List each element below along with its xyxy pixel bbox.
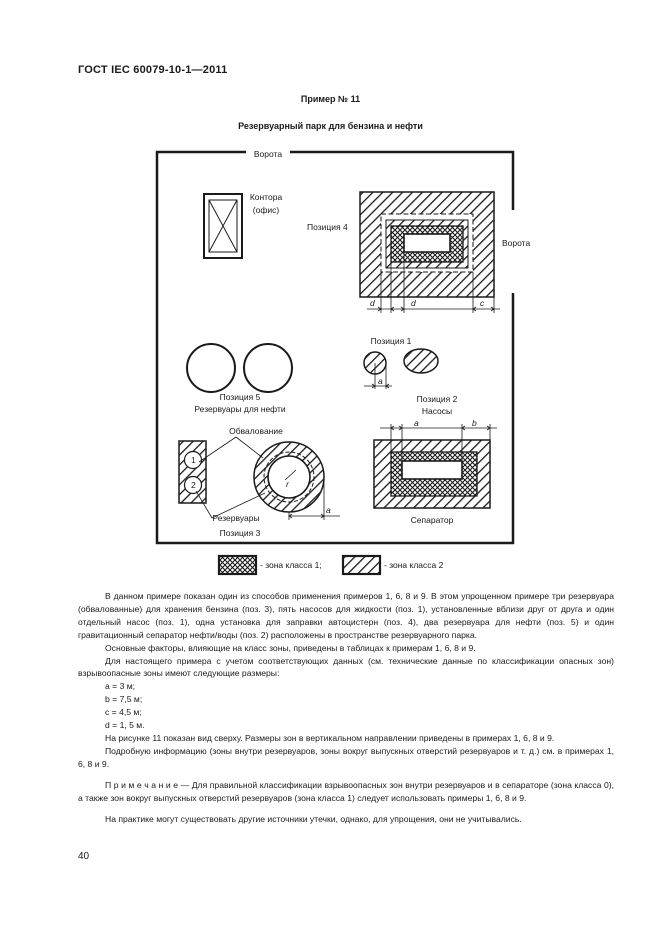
pos4-dim-d-left: d — [370, 298, 375, 308]
pos4-dim-c: c — [480, 298, 485, 308]
tank-1-label: 1 — [191, 455, 196, 465]
paragraph-2: Основные факторы, влияющие на класс зоны, приведены в таблицах к примерам 1, 6, 8 и 9. — [105, 642, 476, 653]
office-label-1: Контора — [249, 192, 283, 202]
bund-label: Обвалование — [229, 426, 283, 436]
example-subtitle: Резервуарный парк для бензина и нефти — [238, 121, 423, 131]
legend-zone1: - зона класса 1; — [260, 560, 322, 570]
tank-2-label: 2 — [191, 480, 196, 490]
tanks-label: Резервуары — [212, 513, 260, 523]
pos3-label: Позиция 3 — [219, 528, 261, 538]
paragraph-3: Для настоящего примера с учетом соответствующих данных (см. технические данные по классификации опасных зон) взрывоопасные зоны имеют следующие размеры: — [78, 655, 614, 679]
pos4-label: Позиция 4 — [307, 222, 348, 232]
pos3-dim-a: a — [326, 505, 331, 515]
office-label-2: (офис) — [252, 205, 280, 215]
separator-label: Сепаратор — [410, 515, 454, 525]
position-5-oil-tanks — [187, 344, 292, 392]
dim-d: d = 1, 5 м. — [105, 720, 145, 731]
pos2-dim-b: b — [472, 418, 477, 428]
example-title: Пример № 11 — [300, 94, 361, 104]
gate-right-label: Ворота — [502, 238, 531, 248]
pos2-label-1: Позиция 2 — [416, 394, 458, 404]
pos1-dim-a: a — [378, 376, 383, 386]
note — [78, 779, 614, 805]
legend-zone2: - зона класса 2 — [384, 560, 444, 570]
gate-top-label: Ворота — [253, 149, 283, 159]
pos1-label: Позиция 1 — [370, 336, 412, 346]
pos4-dim-d-right: d — [411, 298, 416, 308]
position-4-loading-station — [360, 192, 494, 297]
pos3-dim-r: r — [286, 479, 289, 489]
paragraph-6: На практике могут существовать другие источники утечки, однако, для упрощения, они не учитывались. — [105, 813, 522, 824]
pos5-label-2: Резервуары для нефти — [194, 404, 286, 414]
note-text: Для правильной классификации взрывоопасных зон внутри резервуаров и в сепараторе (зона класса 0), а также зон вокруг выпускных отверстий резервуаров (зона класса 1) следует использовать примеры 1, 6, 8 и 9. — [78, 779, 615, 803]
note-label: П р и м е ч а н и е — — [105, 779, 190, 790]
dim-a: а = 3 м; — [105, 681, 136, 692]
office-building — [204, 194, 242, 258]
body-text — [78, 590, 614, 825]
pos2-dim-a: a — [414, 418, 419, 428]
page-number: 40 — [78, 851, 90, 862]
position-3-petrol-tanks — [179, 441, 324, 512]
dim-b: b = 7,5 м; — [105, 694, 143, 705]
paragraph-5: Подробную информацию (зоны внутри резервуаров, зоны вокруг выпускных отверстий резервуаров и т. д.) см. в примерах 1, 6, 8 и 9. — [78, 745, 614, 769]
pos2-label-2: Насосы — [421, 406, 453, 416]
paragraph-4: На рисунке 11 показан вид сверху. Размеры зон в вертикальном направлении приведены в примерах 1, 6, 8 и 9. — [105, 732, 555, 743]
paragraph-1: В данном примере показан один из способов применения примеров 1, 6, 8 и 9. В этом упрощенном примере три резервуара (обвалованные) для хранения бензина (поз. 3), пять насосов для жидкости (поз. 1), установленные вблизи друг от друга и один отдельный насос (поз. 1), одна установка для заправки автоцистерн (поз. 4), два резервуара для нефти (поз. 5) и один гравитационный сепаратор нефти/воды (поз. 2) расположены в пространстве резервуарного парка. — [78, 591, 614, 640]
dim-c: с = 4,5 м; — [105, 707, 142, 718]
pos5-label-1: Позиция 5 — [219, 392, 261, 402]
document-header: ГОСТ IEC 60079-10-1—2011 — [78, 64, 228, 76]
